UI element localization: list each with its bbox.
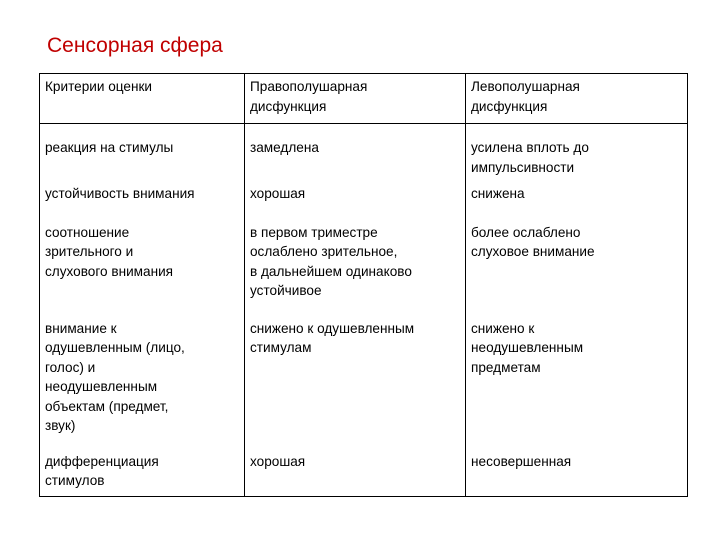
left-dysfunction-cell: снижена [466,182,688,220]
slide-title: Сенсорная сфера [47,34,223,57]
left-dysfunction-cell: более ослаблено слуховое внимание [466,220,688,316]
table-header-row [40,74,688,124]
table-row [40,182,688,220]
table-row [40,124,688,182]
left-dysfunction-cell: снижено к неодушевленным предметам [466,316,688,449]
criterion-cell: соотношение зрительного и слухового внимания [40,220,245,316]
right-dysfunction-cell: в первом триместре ослаблено зрительное, в дальнейшем одинаково устойчивое [245,220,466,316]
table-row [40,316,688,449]
header-right-hemisphere: Правополушарная дисфункция [245,74,466,124]
criterion-cell: дифференциация стимулов [40,449,245,497]
left-dysfunction-cell: несовершенная [466,449,688,497]
left-dysfunction-cell: усилена вплоть до импульсивности [466,124,688,182]
right-dysfunction-cell: хорошая [245,449,466,497]
header-left-hemisphere: Левополушарная дисфункция [466,74,688,124]
right-dysfunction-cell: хорошая [245,182,466,220]
comparison-table [39,73,688,497]
criterion-cell: внимание к одушевленным (лицо, голос) и неодушевленным объектам (предмет, звук) [40,316,245,449]
table-row [40,449,688,497]
right-dysfunction-cell: замедлена [245,124,466,182]
criterion-cell: устойчивость внимания [40,182,245,220]
table-row [40,220,688,316]
header-criteria: Критерии оценки [40,74,245,124]
right-dysfunction-cell: снижено к одушевленным стимулам [245,316,466,449]
criterion-cell: реакция на стимулы [40,124,245,182]
